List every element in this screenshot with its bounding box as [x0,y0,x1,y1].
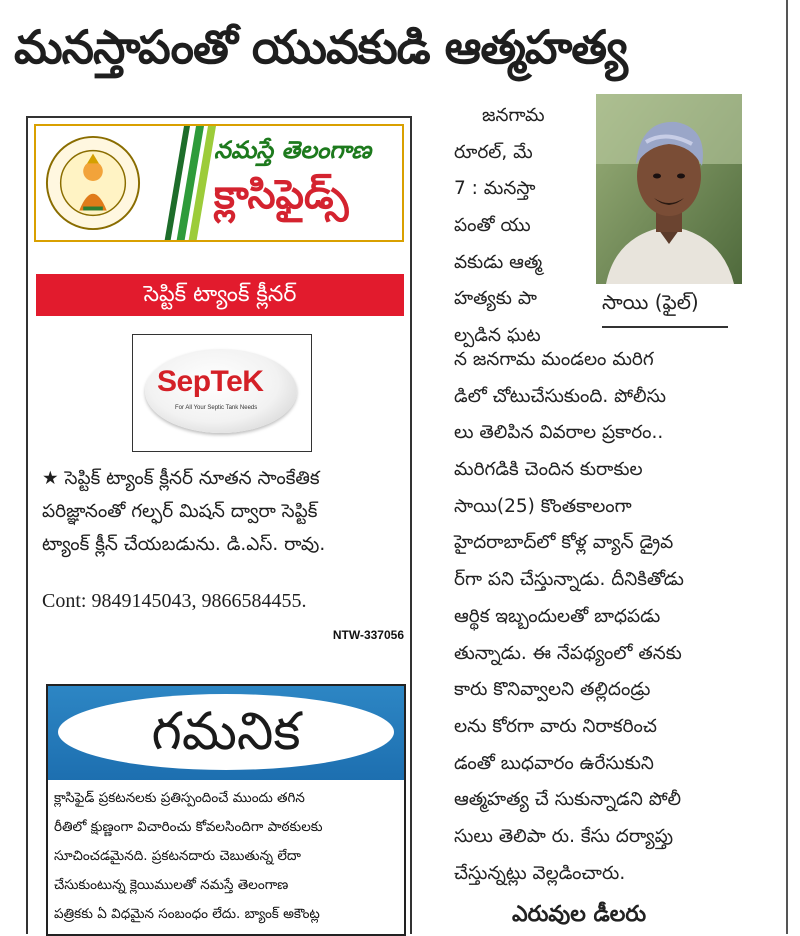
next-article-subhead: ఎరువుల డీలరు [512,902,647,927]
story-line: జనగామ [482,105,545,126]
notice-title: గమనిక [58,694,394,770]
caption-rule [602,326,728,328]
classifieds-box [26,116,412,934]
ad-contact: Cont: 9849145043, 9866584455. [42,590,307,612]
column-rule [786,0,788,934]
story-line: డిలో చోటుచేసుకుంది. పోలీసు [454,385,666,407]
story-line: న జనగామ మండలం మరిగ [454,349,654,370]
story-line: సులు తెలిపా రు. కేసు దర్యాప్తు [454,825,674,847]
notice-line: క్లాసిఫైడ్ ప్రకటనలకు ప్రతిస్పందించే ముందు తగిన [54,790,305,806]
septek-logo-tagline: For All Your Septic Tank Needs [175,405,258,411]
story-line: కారు కొనివ్వాలని తల్లిదండ్రు [454,679,651,701]
classifieds-seal-logo [44,134,142,232]
ad-body [42,462,406,561]
brand-name: నమస్తే తెలంగాణ [214,136,372,164]
story-line: డంతో బుధవారం ఉరేసుకుని [454,752,654,774]
story-line: లను కోరగా వారు నిరాకరించ [454,715,657,737]
story-line: హైదరాబాద్‌లో కోళ్ల వ్యాన్ డ్రైవ [454,532,674,554]
story-line: లు తెలిపిన వివరాల ప్రకారం.. [454,422,664,444]
ad-code: NTW-337056 [332,628,404,642]
story-line: ఆత్మహత్య చే సుకున్నాడని పోలీ [454,789,682,811]
notice-line: సూచించడమైనది. ప్రకటనదారు చెబుతున్న లేదా [54,848,301,864]
story-line: ఆర్థిక ఇబ్బందులతో బాధపడు [454,605,661,627]
story-line: మరిగడికి చెందిన కురాకుల [454,459,643,481]
notice-line: రీతిలో క్షుణ్ణంగా విచారించు కోవలసిందిగా పాఠకులకు [54,819,323,835]
category-bar: సెప్టిక్ ట్యాంక్ క్లీనర్ [36,274,404,316]
notice-body [54,784,400,929]
notice-header [48,686,404,780]
septek-logo-frame [132,334,312,452]
ad-body-line: పరిజ్ఞానంతో గల్ఫర్ మిషన్ ద్వారా సెప్టిక్ [42,501,318,522]
banner-stripes [156,126,216,242]
story-line: చేస్తున్నట్లు వెల్లడించారు. [454,862,626,884]
story-line: హత్యకు పా [454,288,537,310]
photo-caption: సాయి (ఫైల్) [602,290,699,314]
story-text-wide [454,342,746,892]
headline: మనస్తాపంతో యువకుడి ఆత్మహత్య [14,20,627,74]
notice-line: పత్రికకు ఏ విధమైన సంబంధం లేదు. బ్యాంక్ అకౌంట్ల [54,906,320,922]
story-line: ర్‌గా పని చేస్తున్నాడు. దీనికితోడు [454,569,684,591]
story-line: 7 : మనస్తా [454,178,536,200]
notice-line: చేసుకుంటున్న క్లెయిములతో నమస్తే తెలంగాణ [54,877,289,893]
story-text-narrow [454,98,586,355]
story-line: ల్పడిన ఘట [454,325,541,347]
ad-body-line: ★ సెప్టిక్ ట్యాంక్ క్లీనర్ నూతన సాంకేతిక [42,468,320,489]
notice-box [46,684,406,936]
septek-logo-text: SepTeK [157,365,264,398]
story-line: వకుడు ఆత్మ [454,251,543,273]
classifieds-title: క్లాసిఫైడ్స్ [214,172,349,218]
ad-body-line: ట్యాంక్ క్లీన్ చేయబడును. డి.ఎస్. రావు. [42,534,326,555]
story-line: పంతో యు [454,215,531,237]
story-line: తున్నాడు. ఈ నేపథ్యంలో తనకు [454,642,682,664]
classifieds-banner [34,124,404,242]
person-photo [596,94,742,284]
story-line: రూరల్, మే [454,141,533,163]
story-line: సాయి(25) కొంతకాలంగా [454,495,632,517]
